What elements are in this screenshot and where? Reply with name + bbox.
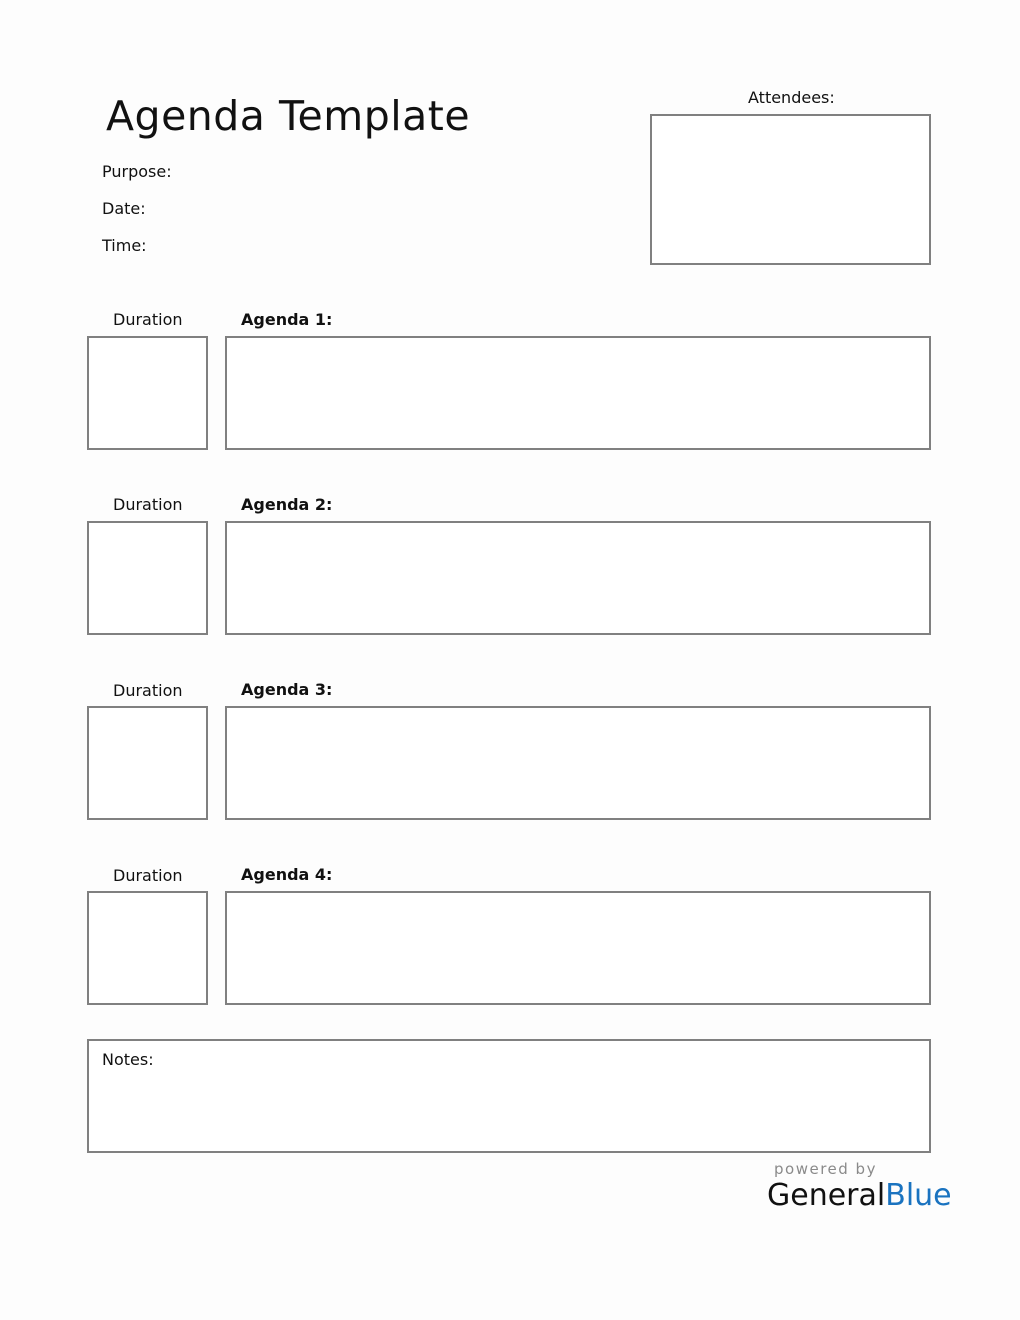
- agenda-box[interactable]: [225, 706, 931, 820]
- purpose-label: Purpose:: [102, 162, 172, 181]
- attendees-label: Attendees:: [748, 88, 835, 107]
- page-title: Agenda Template: [106, 92, 471, 140]
- duration-box[interactable]: [87, 891, 208, 1005]
- agenda-box[interactable]: [225, 891, 931, 1005]
- duration-box[interactable]: [87, 336, 208, 450]
- powered-by-text: powered by: [774, 1160, 877, 1178]
- notes-box[interactable]: [87, 1039, 931, 1153]
- agenda-box[interactable]: [225, 521, 931, 635]
- agenda-box[interactable]: [225, 336, 931, 450]
- time-label: Time:: [102, 236, 147, 255]
- date-label: Date:: [102, 199, 146, 218]
- agenda-label: Agenda 1:: [241, 310, 333, 329]
- duration-label: Duration: [113, 495, 183, 514]
- duration-box[interactable]: [87, 706, 208, 820]
- attendees-box[interactable]: [650, 114, 931, 265]
- generalblue-logo: [767, 1178, 952, 1213]
- agenda-label: Agenda 3:: [241, 680, 333, 699]
- brand-blue: Blue: [885, 1178, 952, 1213]
- duration-label: Duration: [113, 866, 183, 885]
- duration-box[interactable]: [87, 521, 208, 635]
- brand-general: General: [767, 1178, 886, 1213]
- duration-label: Duration: [113, 310, 183, 329]
- agenda-label: Agenda 4:: [241, 865, 333, 884]
- duration-label: Duration: [113, 681, 183, 700]
- agenda-label: Agenda 2:: [241, 495, 333, 514]
- notes-label: Notes:: [102, 1050, 154, 1069]
